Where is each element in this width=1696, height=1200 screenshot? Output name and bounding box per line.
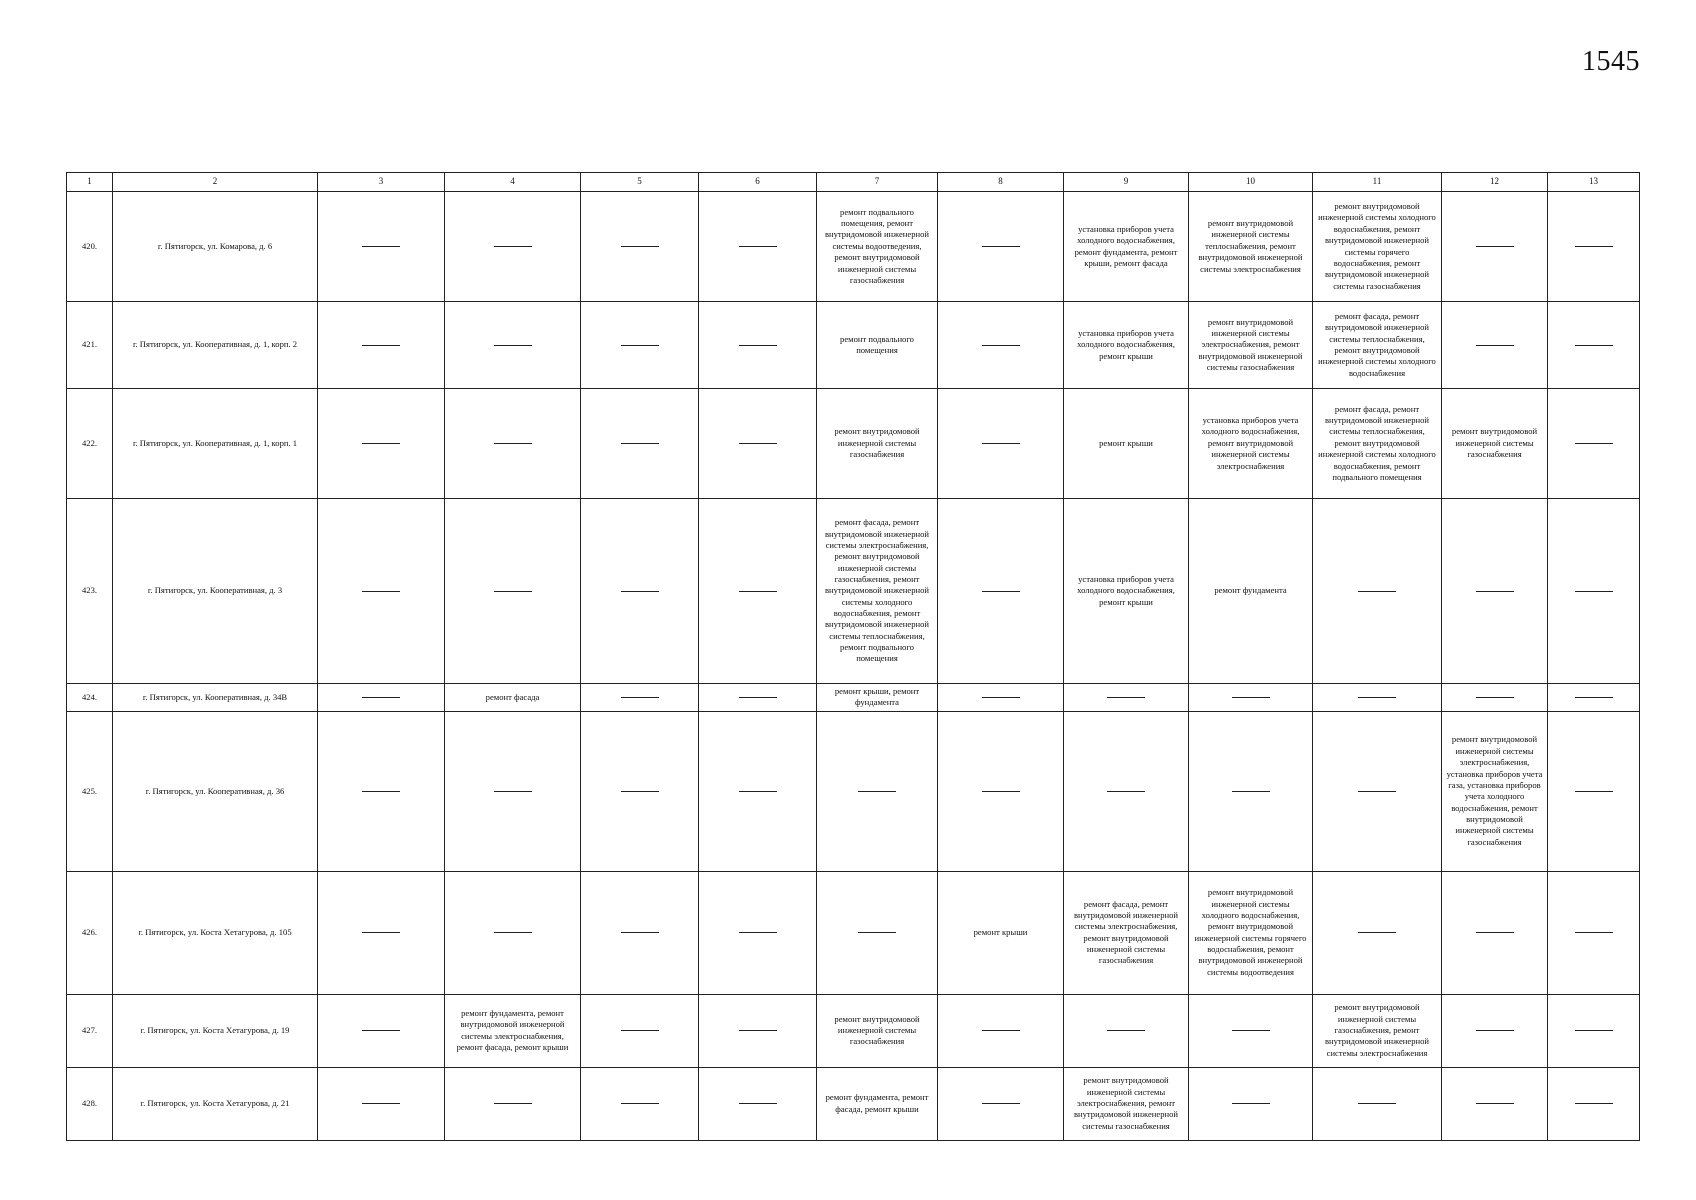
empty-dash-cell — [938, 302, 1064, 389]
empty-dash-cell — [1548, 1067, 1640, 1140]
empty-dash-cell — [938, 1067, 1064, 1140]
empty-dash-cell — [1548, 994, 1640, 1067]
empty-dash-cell — [1313, 499, 1442, 684]
column-header: 3 — [318, 173, 445, 192]
dash-line — [1575, 1103, 1613, 1104]
empty-dash-cell — [699, 1067, 817, 1140]
header-row — [67, 173, 1640, 192]
empty-dash-cell — [1548, 389, 1640, 499]
page-number: 1545 — [1582, 46, 1640, 77]
table-row — [67, 192, 1640, 302]
column-header: 4 — [445, 173, 581, 192]
empty-dash-cell — [1548, 499, 1640, 684]
dash-line — [739, 443, 777, 444]
dash-line — [1232, 791, 1270, 792]
dash-line — [982, 246, 1020, 247]
dash-line — [362, 1103, 400, 1104]
empty-dash-cell — [938, 192, 1064, 302]
empty-dash-cell — [581, 302, 699, 389]
empty-dash-cell — [1548, 684, 1640, 712]
column-header: 5 — [581, 173, 699, 192]
dash-line — [1358, 932, 1396, 933]
empty-dash-cell — [1442, 871, 1548, 994]
dash-line — [982, 697, 1020, 698]
work-type-cell: ремонт подвального помещения, ремонт внутридомовой инженерной системы водоотведения, ремонт внутридомовой инженерной системы газоснабжения — [817, 192, 938, 302]
work-type-cell: ремонт крыши, ремонт фундамента — [817, 684, 938, 712]
dash-line — [362, 697, 400, 698]
dash-line — [982, 1030, 1020, 1031]
work-type-cell: ремонт фундамента — [1189, 499, 1313, 684]
dash-line — [621, 246, 659, 247]
work-type-cell: ремонт внутридомовой инженерной системы газоснабжения — [817, 389, 938, 499]
row-number: 423. — [67, 499, 113, 684]
dash-line — [1476, 697, 1514, 698]
table-row — [67, 871, 1640, 994]
dash-line — [982, 443, 1020, 444]
dash-line — [739, 1103, 777, 1104]
dash-line — [1476, 932, 1514, 933]
work-type-cell: ремонт внутридомовой инженерной системы электроснабжения, установка приборов учета газа, установка приборов учета холодного водоснабжения, ремонт внутридомовой инженерной системы газоснабжения — [1442, 711, 1548, 871]
dash-line — [1476, 1030, 1514, 1031]
dash-line — [982, 791, 1020, 792]
dash-line — [362, 791, 400, 792]
dash-line — [739, 345, 777, 346]
empty-dash-cell — [445, 499, 581, 684]
column-header: 9 — [1064, 173, 1189, 192]
empty-dash-cell — [699, 871, 817, 994]
empty-dash-cell — [318, 499, 445, 684]
empty-dash-cell — [1548, 192, 1640, 302]
empty-dash-cell — [938, 994, 1064, 1067]
dash-line — [1575, 697, 1613, 698]
empty-dash-cell — [1064, 684, 1189, 712]
row-number: 420. — [67, 192, 113, 302]
work-type-cell: ремонт внутридомовой инженерной системы теплоснабжения, ремонт внутридомовой инженерной системы электроснабжения — [1189, 192, 1313, 302]
dash-line — [494, 791, 532, 792]
empty-dash-cell — [817, 711, 938, 871]
empty-dash-cell — [1313, 711, 1442, 871]
work-type-cell: установка приборов учета холодного водоснабжения, ремонт крыши — [1064, 499, 1189, 684]
empty-dash-cell — [699, 994, 817, 1067]
empty-dash-cell — [318, 192, 445, 302]
dash-line — [739, 932, 777, 933]
work-type-cell: ремонт внутридомовой инженерной системы газоснабжения, ремонт внутридомовой инженерной системы электроснабжения — [1313, 994, 1442, 1067]
empty-dash-cell — [445, 871, 581, 994]
empty-dash-cell — [581, 994, 699, 1067]
table-row — [67, 499, 1640, 684]
dash-line — [858, 791, 896, 792]
dash-line — [1575, 246, 1613, 247]
work-type-cell: ремонт фасада — [445, 684, 581, 712]
row-number: 426. — [67, 871, 113, 994]
dash-line — [494, 345, 532, 346]
work-type-cell: ремонт фасада, ремонт внутридомовой инженерной системы электроснабжения, ремонт внутридомовой инженерной системы газоснабжения, ремонт внутридомовой инженерной системы холодного водоснабжения, ремонт внутридомовой инженерной системы теплоснабжения, ремонт подвального помещения — [817, 499, 938, 684]
dash-line — [739, 591, 777, 592]
empty-dash-cell — [445, 1067, 581, 1140]
column-header: 12 — [1442, 173, 1548, 192]
dash-line — [494, 1103, 532, 1104]
dash-line — [1107, 791, 1145, 792]
work-type-cell: ремонт крыши — [1064, 389, 1189, 499]
dash-line — [1107, 1030, 1145, 1031]
empty-dash-cell — [1442, 302, 1548, 389]
row-number: 424. — [67, 684, 113, 712]
dash-line — [1358, 1103, 1396, 1104]
empty-dash-cell — [938, 684, 1064, 712]
table-row — [67, 684, 1640, 712]
dash-line — [621, 1103, 659, 1104]
table-row — [67, 302, 1640, 389]
work-type-cell: ремонт внутридомовой инженерной системы газоснабжения — [1442, 389, 1548, 499]
address-cell: г. Пятигорск, ул. Коста Хетагурова, д. 21 — [113, 1067, 318, 1140]
work-type-cell: ремонт внутридомовой инженерной системы электроснабжения, ремонт внутридомовой инженерной системы газоснабжения — [1064, 1067, 1189, 1140]
empty-dash-cell — [1442, 1067, 1548, 1140]
row-number: 425. — [67, 711, 113, 871]
address-cell: г. Пятигорск, ул. Кооперативная, д. 36 — [113, 711, 318, 871]
empty-dash-cell — [581, 871, 699, 994]
dash-line — [494, 246, 532, 247]
empty-dash-cell — [1064, 994, 1189, 1067]
work-type-cell: ремонт фундамента, ремонт фасада, ремонт крыши — [817, 1067, 938, 1140]
empty-dash-cell — [1189, 994, 1313, 1067]
empty-dash-cell — [1313, 1067, 1442, 1140]
dash-line — [1358, 697, 1396, 698]
dash-line — [739, 791, 777, 792]
work-type-cell: ремонт внутридомовой инженерной системы электроснабжения, ремонт внутридомовой инженерной системы газоснабжения — [1189, 302, 1313, 389]
empty-dash-cell — [581, 499, 699, 684]
work-type-cell: установка приборов учета холодного водоснабжения, ремонт фундамента, ремонт крыши, ремонт фасада — [1064, 192, 1189, 302]
dash-line — [982, 345, 1020, 346]
empty-dash-cell — [1313, 871, 1442, 994]
dash-line — [1476, 591, 1514, 592]
table-row — [67, 1067, 1640, 1140]
dash-line — [621, 443, 659, 444]
empty-dash-cell — [1313, 684, 1442, 712]
empty-dash-cell — [445, 711, 581, 871]
row-number: 422. — [67, 389, 113, 499]
dash-line — [362, 1030, 400, 1031]
dash-line — [1575, 345, 1613, 346]
dash-line — [1476, 246, 1514, 247]
empty-dash-cell — [1189, 711, 1313, 871]
column-header: 7 — [817, 173, 938, 192]
empty-dash-cell — [699, 499, 817, 684]
dash-line — [739, 697, 777, 698]
empty-dash-cell — [318, 389, 445, 499]
dash-line — [739, 246, 777, 247]
dash-line — [362, 591, 400, 592]
dash-line — [982, 591, 1020, 592]
table-row — [67, 994, 1640, 1067]
empty-dash-cell — [318, 302, 445, 389]
dash-line — [1476, 1103, 1514, 1104]
row-number: 428. — [67, 1067, 113, 1140]
dash-line — [621, 697, 659, 698]
empty-dash-cell — [1548, 302, 1640, 389]
dash-line — [494, 932, 532, 933]
dash-line — [1232, 697, 1270, 698]
dash-line — [362, 932, 400, 933]
dash-line — [362, 246, 400, 247]
dash-line — [982, 1103, 1020, 1104]
empty-dash-cell — [1548, 871, 1640, 994]
address-cell: г. Пятигорск, ул. Кооперативная, д. 1, корп. 2 — [113, 302, 318, 389]
empty-dash-cell — [699, 192, 817, 302]
work-type-cell: ремонт крыши — [938, 871, 1064, 994]
row-number: 421. — [67, 302, 113, 389]
empty-dash-cell — [318, 684, 445, 712]
dash-line — [1575, 1030, 1613, 1031]
work-type-cell: ремонт внутридомовой инженерной системы холодного водоснабжения, ремонт внутридомовой инженерной системы горячего водоснабжения, ремонт внутридомовой инженерной системы газоснабжения — [1313, 192, 1442, 302]
address-cell: г. Пятигорск, ул. Кооперативная, д. 34В — [113, 684, 318, 712]
empty-dash-cell — [1064, 711, 1189, 871]
work-type-cell: ремонт внутридомовой инженерной системы холодного водоснабжения, ремонт внутридомовой инженерной системы горячего водоснабжения, ремонт внутридомовой инженерной системы водоотведения — [1189, 871, 1313, 994]
empty-dash-cell — [1442, 499, 1548, 684]
empty-dash-cell — [699, 302, 817, 389]
empty-dash-cell — [1548, 711, 1640, 871]
address-cell: г. Пятигорск, ул. Коста Хетагурова, д. 105 — [113, 871, 318, 994]
column-header: 10 — [1189, 173, 1313, 192]
empty-dash-cell — [938, 389, 1064, 499]
empty-dash-cell — [445, 302, 581, 389]
dash-line — [1232, 1103, 1270, 1104]
dash-line — [1575, 591, 1613, 592]
column-header: 11 — [1313, 173, 1442, 192]
column-header: 13 — [1548, 173, 1640, 192]
dash-line — [739, 1030, 777, 1031]
empty-dash-cell — [581, 389, 699, 499]
work-type-cell: ремонт фасада, ремонт внутридомовой инженерной системы теплоснабжения, ремонт внутридомовой инженерной системы холодного водоснабжения — [1313, 302, 1442, 389]
dash-line — [362, 443, 400, 444]
work-type-cell: ремонт подвального помещения — [817, 302, 938, 389]
dash-line — [621, 345, 659, 346]
empty-dash-cell — [581, 192, 699, 302]
dash-line — [494, 591, 532, 592]
empty-dash-cell — [445, 192, 581, 302]
dash-line — [1107, 697, 1145, 698]
dash-line — [1575, 443, 1613, 444]
empty-dash-cell — [699, 389, 817, 499]
work-type-cell: установка приборов учета холодного водоснабжения, ремонт крыши — [1064, 302, 1189, 389]
dash-line — [362, 345, 400, 346]
dash-line — [621, 932, 659, 933]
work-type-cell: ремонт фундамента, ремонт внутридомовой инженерной системы электроснабжения, ремонт фасада, ремонт крыши — [445, 994, 581, 1067]
empty-dash-cell — [938, 499, 1064, 684]
empty-dash-cell — [318, 1067, 445, 1140]
work-type-cell: установка приборов учета холодного водоснабжения, ремонт внутридомовой инженерной системы электроснабжения — [1189, 389, 1313, 499]
dash-line — [1476, 345, 1514, 346]
empty-dash-cell — [1442, 192, 1548, 302]
address-cell: г. Пятигорск, ул. Кооперативная, д. 1, корп. 1 — [113, 389, 318, 499]
work-type-cell: ремонт фасада, ремонт внутридомовой инженерной системы электроснабжения, ремонт внутридомовой инженерной системы газоснабжения — [1064, 871, 1189, 994]
empty-dash-cell — [699, 684, 817, 712]
column-header: 8 — [938, 173, 1064, 192]
empty-dash-cell — [445, 389, 581, 499]
dash-line — [1358, 791, 1396, 792]
empty-dash-cell — [581, 684, 699, 712]
column-header: 2 — [113, 173, 318, 192]
empty-dash-cell — [817, 871, 938, 994]
dash-line — [621, 791, 659, 792]
empty-dash-cell — [1189, 684, 1313, 712]
empty-dash-cell — [581, 1067, 699, 1140]
empty-dash-cell — [1189, 1067, 1313, 1140]
dash-line — [1575, 791, 1613, 792]
dash-line — [494, 443, 532, 444]
work-type-cell: ремонт фасада, ремонт внутридомовой инженерной системы теплоснабжения, ремонт внутридомовой инженерной системы холодного водоснабжения, ремонт подвального помещения — [1313, 389, 1442, 499]
empty-dash-cell — [318, 711, 445, 871]
address-cell: г. Пятигорск, ул. Коста Хетагурова, д. 19 — [113, 994, 318, 1067]
capital-repair-table — [66, 172, 1640, 1141]
empty-dash-cell — [318, 871, 445, 994]
empty-dash-cell — [938, 711, 1064, 871]
empty-dash-cell — [699, 711, 817, 871]
table-row — [67, 711, 1640, 871]
empty-dash-cell — [1442, 994, 1548, 1067]
address-cell: г. Пятигорск, ул. Комарова, д. 6 — [113, 192, 318, 302]
empty-dash-cell — [1442, 684, 1548, 712]
work-type-cell: ремонт внутридомовой инженерной системы газоснабжения — [817, 994, 938, 1067]
dash-line — [621, 1030, 659, 1031]
row-number: 427. — [67, 994, 113, 1067]
column-header: 6 — [699, 173, 817, 192]
dash-line — [621, 591, 659, 592]
table-row — [67, 389, 1640, 499]
dash-line — [1232, 1030, 1270, 1031]
dash-line — [858, 932, 896, 933]
address-cell: г. Пятигорск, ул. Кооперативная, д. 3 — [113, 499, 318, 684]
empty-dash-cell — [318, 994, 445, 1067]
column-header: 1 — [67, 173, 113, 192]
dash-line — [1575, 932, 1613, 933]
dash-line — [1358, 591, 1396, 592]
empty-dash-cell — [581, 711, 699, 871]
